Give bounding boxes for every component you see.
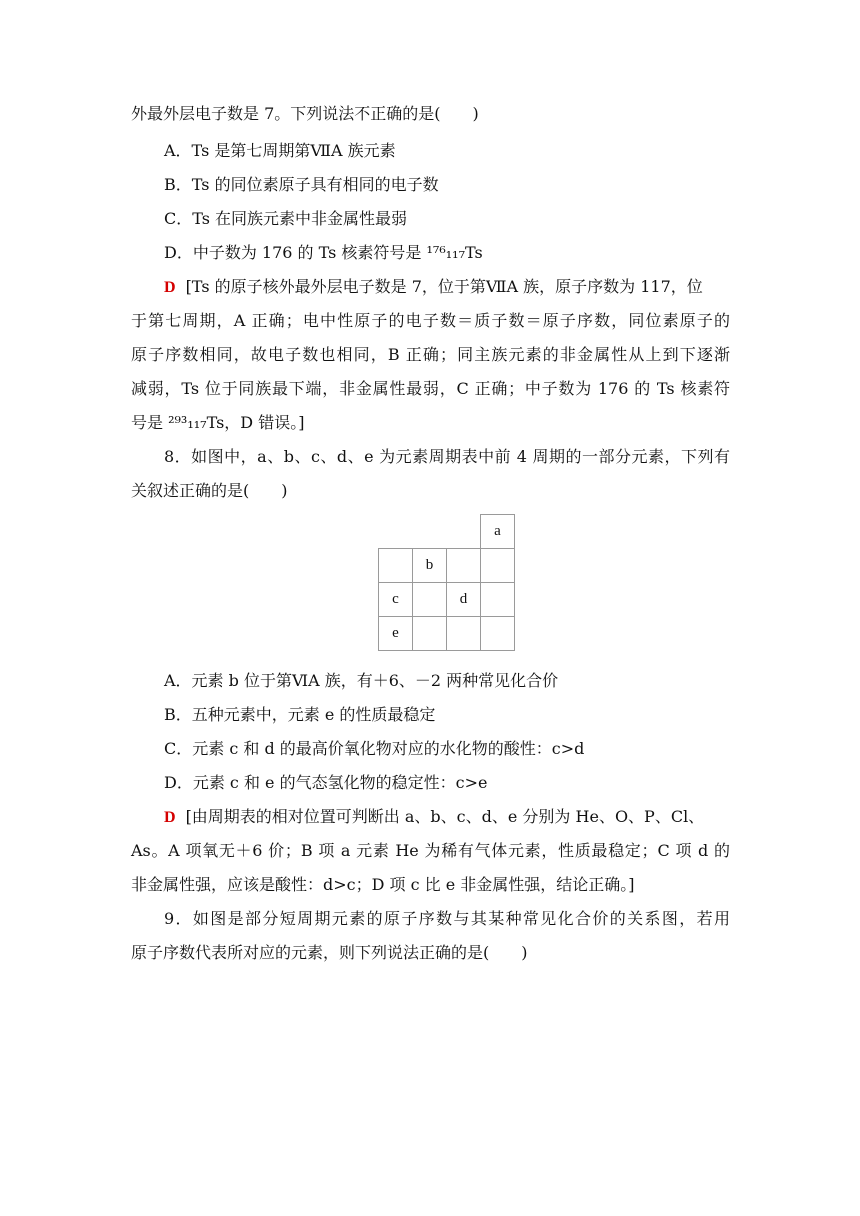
q7-explanation-line-2: 于第七周期，A 正确；电中性原子的电子数＝质子数＝原子序数，同位素原子的 bbox=[131, 311, 730, 330]
q8-explanation-line-3: 非金属性强，应该是酸性：d>c；D 项 c 比 e 非金属性强，结论正确。] bbox=[131, 875, 635, 894]
q8-option-c: C．元素 c 和 d 的最高价氧化物对应的水化物的酸性：c>d bbox=[164, 739, 585, 758]
q7-stem-tail: 外最外层电子数是 7。下列说法不正确的是( ) bbox=[131, 104, 479, 123]
q8-option-b: B．五种元素中，元素 e 的性质最稳定 bbox=[164, 705, 436, 724]
cell-d: d bbox=[447, 583, 481, 617]
q7-option-d: D．中子数为 176 的 Ts 核素符号是 ¹⁷⁶₁₁₇Ts bbox=[164, 243, 483, 262]
q7-option-c: C．Ts 在同族元素中非金属性最弱 bbox=[164, 209, 408, 228]
q7-option-b: B．Ts 的同位素原子具有相同的电子数 bbox=[164, 175, 439, 194]
q8-answer: D bbox=[164, 809, 176, 826]
q7-answer: D bbox=[164, 279, 176, 296]
q8-option-d: D．元素 c 和 e 的气态氢化物的稳定性：c>e bbox=[164, 773, 488, 792]
q7-option-a: A．Ts 是第七周期第ⅦA 族元素 bbox=[164, 141, 396, 160]
q8-stem-line-2: 关叙述正确的是( ) bbox=[131, 481, 288, 500]
q7-explanation-line-5: 号是 ²⁹³₁₁₇Ts，D 错误。] bbox=[131, 413, 305, 432]
q8-explanation-text-1: [由周期表的相对位置可判断出 a、b、c、d、e 分别为 He、O、P、Cl、 bbox=[185, 807, 705, 826]
q9-stem-line-1: 9．如图是部分短周期元素的原子序数与其某种常见化合价的关系图，若用 bbox=[164, 909, 730, 928]
q7-explanation-line-1 bbox=[164, 276, 730, 299]
q8-explanation-line-2: As。A 项氧无＋6 价；B 项 a 元素 He 为稀有气体元素，性质最稳定；C 项 d 的 bbox=[131, 841, 730, 860]
cell-e: e bbox=[379, 617, 413, 651]
q7-explanation-line-3: 原子序数相同，故电子数也相同，B 正确；同主族元素的非金属性从上到下逐渐 bbox=[131, 345, 730, 364]
cell-b: b bbox=[413, 549, 447, 583]
cell-a: a bbox=[481, 515, 515, 549]
q8-stem-line-1: 8．如图中，a、b、c、d、e 为元素周期表中前 4 周期的一部分元素，下列有 bbox=[164, 447, 730, 466]
q9-stem-line-2: 原子序数代表所对应的元素，则下列说法正确的是( ) bbox=[131, 943, 528, 962]
cell-c: c bbox=[379, 583, 413, 617]
q8-option-a: A．元素 b 位于第ⅥA 族，有＋6、－2 两种常见化合价 bbox=[164, 671, 559, 690]
q7-explanation-line-4: 减弱，Ts 位于同族最下端，非金属性最弱，C 正确；中子数为 176 的 Ts 核素符 bbox=[131, 379, 730, 398]
q8-explanation-line-1 bbox=[164, 806, 730, 829]
q7-explanation-text-1: [Ts 的原子核外最外层电子数是 7，位于第ⅦA 族，原子序数为 117，位 bbox=[185, 277, 703, 296]
periodic-table-fragment bbox=[378, 514, 515, 651]
